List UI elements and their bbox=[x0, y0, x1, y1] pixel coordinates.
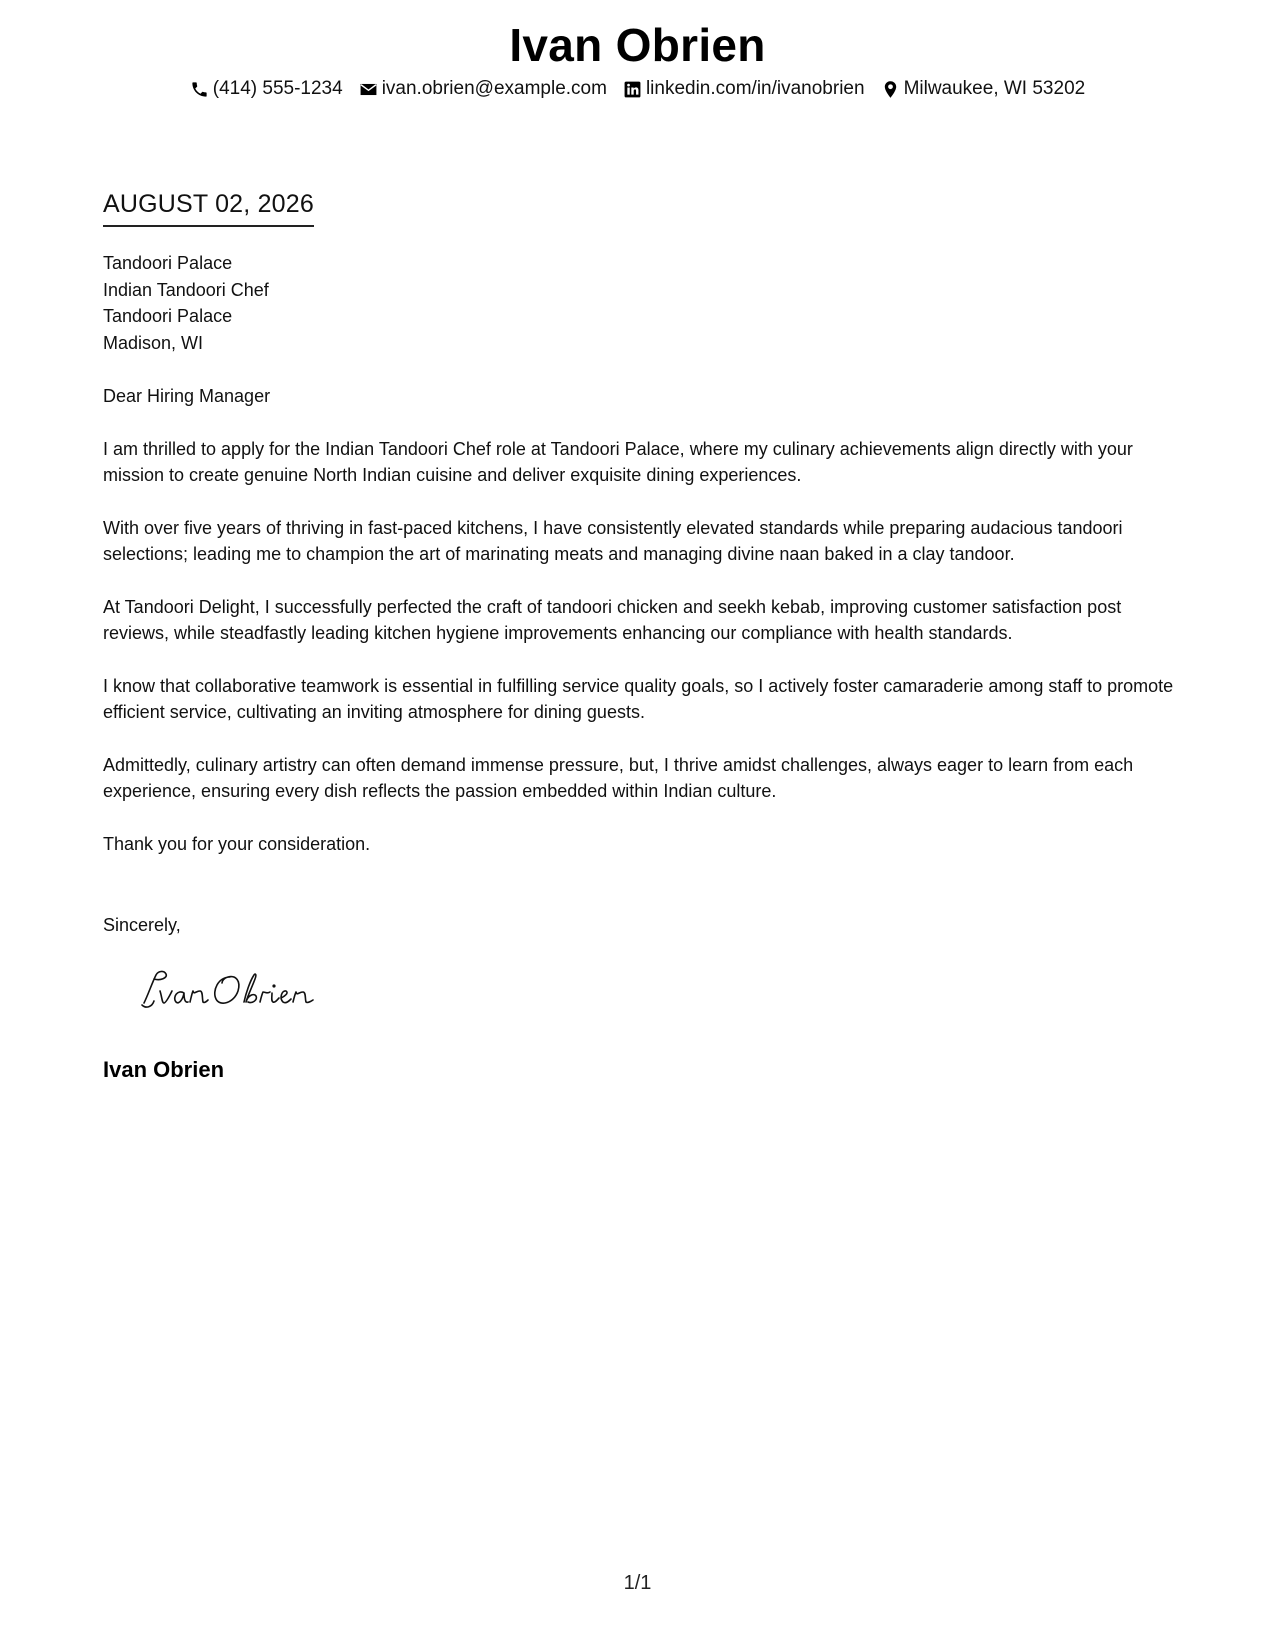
letter-date: AUGUST 02, 2026 bbox=[103, 190, 314, 227]
recipient-address bbox=[103, 250, 269, 356]
contact-linkedin[interactable] bbox=[623, 78, 865, 100]
salutation: Dear Hiring Manager bbox=[103, 386, 271, 406]
contact-email[interactable] bbox=[359, 78, 607, 100]
handwritten-signature bbox=[138, 965, 338, 1015]
body-paragraph: At Tandoori Delight, I successfully perfected the craft of tandoori chicken and seekh kebab, improving customer satisfaction post reviews, while steadfastly leading kitchen hygiene improvements enhancing our compliance with health standards. bbox=[103, 596, 1122, 643]
body-paragraph: With over five years of thriving in fast-paced kitchens, I have consistently elevated standards while preparing audacious tandoori selections; leading me to champion the art of marinating meats and managing divine naan baked in a clay tandoor. bbox=[103, 517, 1123, 564]
signer-name: Ivan Obrien bbox=[103, 1057, 225, 1082]
phone-text: (414) 555-1234 bbox=[212, 78, 343, 99]
body-paragraph: Admittedly, culinary artistry can often demand immense pressure, but, I thrive amidst challenges, always eager to learn from each experience, ensuring every dish reflects the passion embedded within Indian culture. bbox=[103, 754, 1134, 801]
thank-you-line: Thank you for your consideration. bbox=[103, 833, 371, 854]
recipient-line: Tandoori Palace bbox=[103, 253, 233, 273]
recipient-line: Indian Tandoori Chef bbox=[103, 279, 269, 300]
email-link[interactable]: ivan.obrien@example.com bbox=[381, 78, 607, 99]
linkedin-link[interactable]: linkedin.com/in/ivanobrien bbox=[645, 78, 865, 99]
contact-phone bbox=[190, 78, 343, 100]
contact-location bbox=[881, 78, 1086, 100]
date-block bbox=[103, 190, 314, 227]
map-pin-icon bbox=[881, 80, 900, 99]
envelope-icon bbox=[359, 80, 378, 99]
letter-body bbox=[103, 383, 1178, 883]
applicant-name-heading: Ivan Obrien bbox=[509, 19, 766, 71]
body-paragraph: I am thrilled to apply for the Indian Tandoori Chef role at Tandoori Palace, where my culinary achievements align directly with your mission to create genuine North Indian cuisine and deliver exquisite dining experiences. bbox=[103, 438, 1133, 485]
recipient-line: Madison, WI bbox=[103, 332, 204, 353]
page-number: 1/1 bbox=[623, 1572, 652, 1594]
location-text: Milwaukee, WI 53202 bbox=[903, 78, 1086, 99]
body-paragraph: I know that collaborative teamwork is essential in fulfilling service quality goals, so I actively foster camaraderie among staff to promote efficient service, cultivating an inviting atmosphere for dining guests. bbox=[103, 675, 1174, 722]
recipient-line: Tandoori Palace bbox=[103, 306, 233, 326]
closing-line: Sincerely, bbox=[103, 915, 181, 935]
phone-icon bbox=[190, 80, 209, 99]
contact-bar bbox=[0, 78, 1275, 100]
linkedin-icon bbox=[623, 80, 642, 99]
